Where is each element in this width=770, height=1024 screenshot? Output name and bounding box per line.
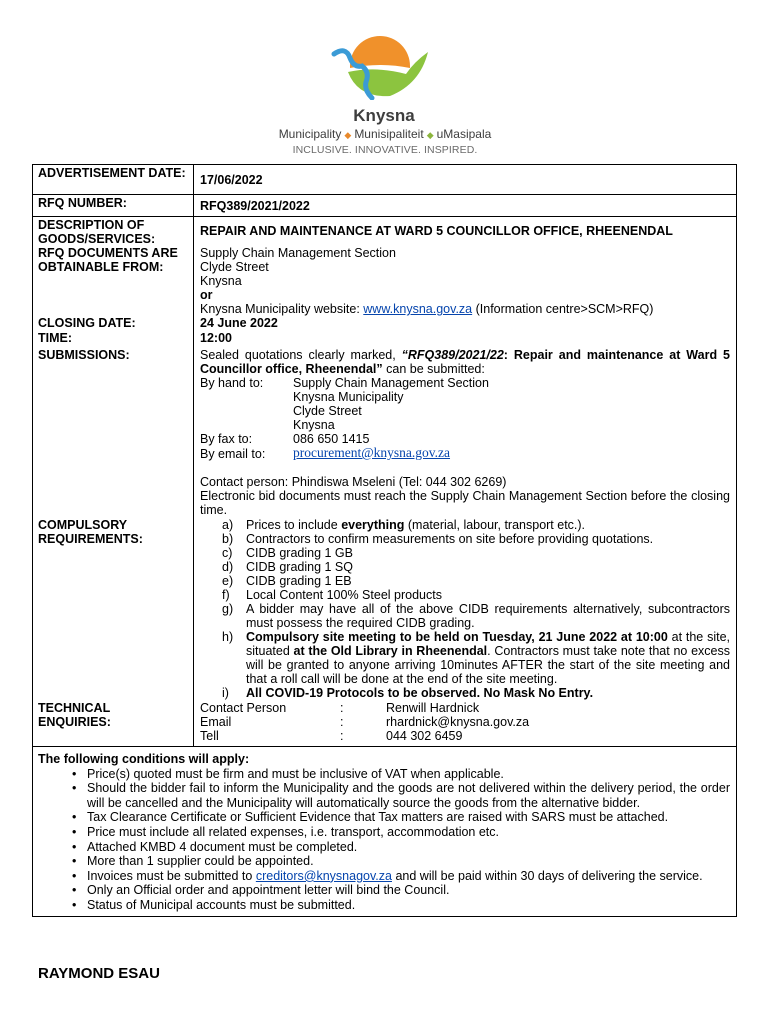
knysna-logo [0, 30, 770, 155]
list-marker: e) [222, 574, 234, 588]
list-marker: d) [222, 560, 234, 574]
tech-value: Renwill Hardnick [386, 701, 480, 715]
brand-tagline: INCLUSIVE. INNOVATIVE. INSPIRED. [292, 144, 478, 156]
list-item [38, 898, 730, 913]
tech-key: Tell [200, 729, 219, 743]
email-text[interactable]: procurement@knysna.gov.za [293, 445, 451, 460]
brand-line-3: uMasipala [436, 127, 492, 141]
address-line: Clyde Street [293, 404, 362, 418]
technical-label: TECHNICAL ENQUIRIES: [38, 701, 111, 729]
list-item [38, 810, 730, 825]
item-text: Contractors to confirm measurements on site before providing quotations. [246, 532, 654, 546]
item-text: More than 1 supplier could be appointed. [87, 854, 314, 869]
list-item [200, 518, 730, 532]
item-text: Only an Official order and appointment letter will bind the Council. [87, 883, 450, 898]
list-item [200, 560, 730, 574]
description-label: DESCRIPTION OF GOODS/SERVICES: [38, 218, 156, 246]
item-text: Price(s) quoted must be firm and must be inclusive of VAT when applicable. [87, 766, 504, 781]
by-email-label: By email to: [200, 447, 266, 461]
brand-line-2: Munisipaliteit [354, 127, 424, 141]
rfq-number-label: RFQ NUMBER: [38, 196, 127, 210]
address-line: Supply Chain Management Section [293, 376, 489, 390]
website-line [200, 302, 653, 316]
closing-date-value: 24 June 2022 [200, 316, 278, 330]
address-line: Knysna Municipality [293, 390, 404, 404]
list-marker: h) [222, 630, 234, 644]
list-marker: f) [222, 588, 230, 602]
item-text: at the site, situated [246, 630, 730, 658]
compulsory-list [200, 518, 730, 700]
time-value: 12:00 [200, 331, 232, 345]
by-fax-label: By fax to: [200, 432, 253, 446]
address-line: Knysna [200, 274, 242, 288]
list-item [200, 630, 730, 686]
column-divider [193, 164, 194, 747]
list-marker: g) [222, 602, 234, 616]
list-item [38, 883, 730, 898]
item-text: A bidder may have all of the above CIDB requirements alternatively, subcontractors must possess the required CIDB grading. [246, 602, 730, 630]
list-item [200, 574, 730, 588]
item-text: CIDB grading 1 EB [246, 574, 352, 588]
list-marker: a) [222, 518, 234, 532]
tech-colon: : [340, 701, 344, 715]
item-text: CIDB grading 1 GB [246, 546, 353, 560]
obtainable-label: RFQ DOCUMENTS ARE OBTAINABLE FROM: [38, 246, 178, 274]
description-value: REPAIR AND MAINTENANCE AT WARD 5 COUNCILLOR OFFICE, RHEENENDAL [200, 224, 673, 238]
item-bold: at the Old Library in Rheenendal [293, 644, 488, 658]
bullet-icon: • [72, 854, 77, 869]
address-line: Supply Chain Management Section [200, 246, 396, 260]
brand-name: Knysna [353, 106, 415, 125]
item-text: Tax Clearance Certificate or Sufficient Evidence that Tax matters are raised with SARS must be attached. [87, 810, 669, 825]
bullet-icon: • [72, 810, 77, 825]
item-text: . Contractors must take note that no excess will be granted to anyone arriving 10minutes AFTER the start of the site meeting and that a roll call will be done at the end of the site meeting. [246, 644, 730, 686]
conditions-section [38, 752, 730, 913]
by-hand-address [293, 376, 489, 432]
intro-text: Sealed quotations clearly marked, [200, 348, 402, 362]
brand-line-1: Municipality [278, 127, 342, 141]
bullet-icon: • [72, 781, 77, 796]
bullet-icon: • [72, 868, 77, 883]
list-item [200, 602, 730, 630]
website-suffix: (Information centre>SCM>RFQ) [472, 302, 654, 316]
bullet-icon: • [72, 883, 77, 898]
item-bold: everything [341, 518, 405, 532]
list-item [38, 781, 730, 810]
item-text: Should the bidder fail to inform the Municipality and the goods are not delivered within the delivery period, the order will be cancelled and the Municipality will automatically source the goods from the alternative bidder. [87, 781, 730, 810]
list-item [200, 588, 730, 602]
list-item [200, 532, 730, 546]
procurement-email-link[interactable] [293, 446, 450, 460]
list-item [38, 854, 730, 869]
advert-date-value: 17/06/2022 [200, 173, 263, 187]
rfq-title: : Repair and maintenance at Ward 5 Councillor office, Rheenendal” [200, 348, 730, 376]
signatory-name: RAYMOND ESAU [38, 965, 160, 982]
tech-key: Contact Person [200, 701, 287, 715]
tech-value: rhardnick@knysna.gov.za [386, 715, 530, 729]
time-label: TIME: [38, 331, 73, 345]
knysna-emblem-icon [328, 32, 440, 100]
submissions-label: SUBMISSIONS: [38, 348, 130, 362]
bullet-icon: • [72, 839, 77, 854]
item-text: Status of Municipal accounts must be submitted. [87, 897, 356, 912]
bullet-icon: • [72, 897, 77, 912]
row-divider [32, 194, 737, 195]
creditors-email-link[interactable]: creditors@knysnagov.za [255, 868, 392, 883]
list-item [38, 825, 730, 840]
rfq-number-value: RFQ389/2021/2022 [200, 199, 310, 213]
list-item [200, 686, 730, 700]
tech-colon: : [340, 729, 344, 743]
row-divider [32, 216, 737, 217]
bullet-icon: • [72, 824, 77, 839]
item-text: Attached KMBD 4 document must be completed. [87, 839, 358, 854]
by-hand-label: By hand to: [200, 376, 264, 390]
list-item [38, 840, 730, 855]
address-line: Knysna [293, 418, 335, 432]
item-text: Price must include all related expenses, i.e. transport, accommodation etc. [87, 824, 500, 839]
item-bold: Compulsory site meeting to be held on Tuesday, 21 June 2022 at 10:00 [246, 630, 668, 644]
fax-number: 086 650 1415 [293, 432, 370, 446]
bullet-icon: • [72, 766, 77, 781]
list-item [38, 869, 730, 884]
website-link[interactable]: www.knysna.gov.za [363, 302, 473, 316]
item-text: CIDB grading 1 SQ [246, 560, 353, 574]
tech-key: Email [200, 715, 232, 729]
rfq-reference: “RFQ389/2021/22 [401, 348, 504, 362]
closing-date-label: CLOSING DATE: [38, 316, 136, 330]
obtainable-value [200, 246, 653, 316]
list-marker: b) [222, 532, 234, 546]
website-prefix: Knysna Municipality website: [200, 302, 364, 316]
conditions-heading: The following conditions will apply: [38, 752, 250, 766]
intro-text: can be submitted: [382, 362, 485, 376]
diamond-icon: ◆ [344, 130, 352, 140]
item-text: Prices to include [246, 518, 342, 532]
item-text: and will be paid within 30 days of delivering the service. [391, 868, 703, 883]
item-text: Invoices must be submitted to [87, 868, 256, 883]
compulsory-label: COMPULSORY REQUIREMENTS: [38, 518, 143, 546]
list-item [38, 767, 730, 782]
advert-date-label: ADVERTISEMENT DATE: [38, 166, 186, 180]
list-marker: i) [222, 686, 229, 700]
diamond-icon: ◆ [426, 130, 434, 140]
or-text: or [200, 288, 213, 302]
list-item [200, 546, 730, 560]
item-text: (material, labour, transport etc.). [404, 518, 586, 532]
row-divider [32, 746, 737, 747]
tech-value: 044 302 6459 [386, 729, 463, 743]
list-marker: c) [222, 546, 233, 560]
electronic-note: Electronic bid documents must reach the Supply Chain Management Section before the closing time. [200, 489, 730, 517]
item-bold: All COVID-19 Protocols to be observed. No Mask No Entry. [246, 686, 594, 700]
contact-person: Contact person: Phindiswa Mseleni (Tel: 044 302 6269) [200, 475, 507, 489]
brand-subtitle [0, 127, 770, 141]
tech-colon: : [340, 715, 344, 729]
address-line: Clyde Street [200, 260, 269, 274]
item-text: Local Content 100% Steel products [246, 588, 442, 602]
submissions-intro [200, 348, 730, 376]
